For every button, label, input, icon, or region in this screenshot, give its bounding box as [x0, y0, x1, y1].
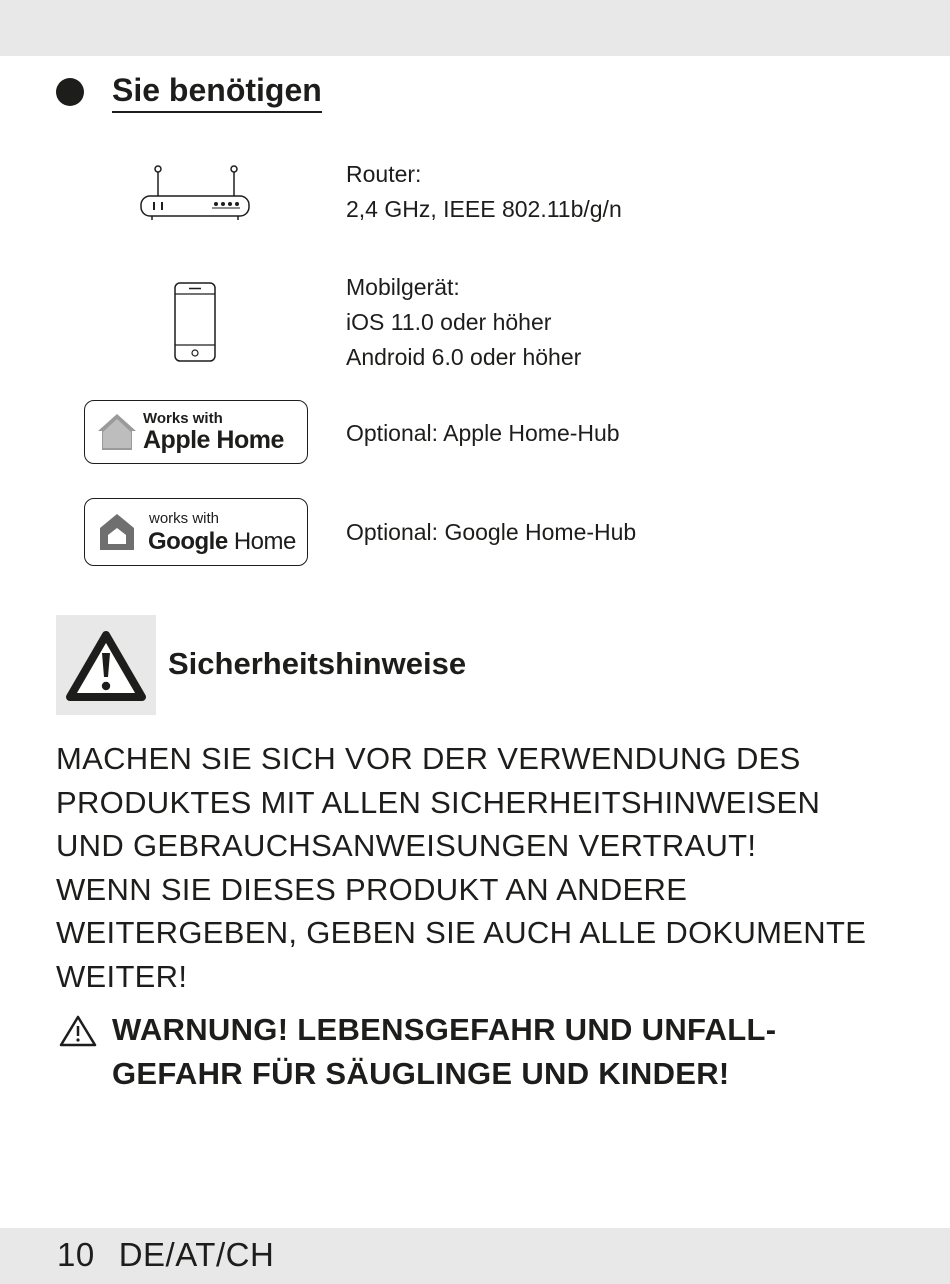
intro-line: PRODUKTES MIT ALLEN SICHERHEITSHINWEISEN — [56, 784, 821, 820]
locale-label: DE/AT/CH — [118, 1236, 275, 1273]
intro-line: UND GEBRAUCHSANWEISUNGEN VERTRAUT! — [56, 828, 757, 863]
mobile-ios-value: iOS 11.0 oder höher — [346, 309, 552, 335]
google-home-icon — [97, 511, 137, 553]
section-title: Sie benötigen — [112, 70, 322, 113]
intro-line: WEITER! — [56, 958, 188, 994]
warning-triangle-icon — [65, 629, 147, 703]
warning-line: GEFAHR FÜR SÄUGLINGE UND KINDER! — [112, 1056, 730, 1091]
router-icon — [138, 162, 252, 222]
mobile-label: Mobilgerät: — [346, 274, 460, 300]
apple-hub-text: Optional: Apple Home-Hub — [346, 420, 620, 446]
badge-small-text: works with — [149, 510, 220, 527]
badge-small-text: Works with — [143, 410, 223, 427]
google-home-badge — [84, 498, 308, 566]
warning-text — [112, 1008, 776, 1096]
intro-line: WENN SIE DIESES PRODUKT AN ANDERE — [56, 871, 688, 907]
warning-line: WARNUNG! LEBENSGEFAHR UND UNFALL- — [112, 1012, 777, 1047]
smartphone-icon — [172, 281, 218, 363]
warning-small-icon — [58, 1014, 98, 1048]
router-label: Router: — [346, 161, 422, 187]
footer — [57, 1236, 298, 1274]
intro-line: MACHEN SIE SICH VOR DER VERWENDUNG DES — [56, 741, 801, 776]
google-hub-text: Optional: Google Home-Hub — [346, 519, 637, 545]
warning-icon-box — [56, 615, 156, 715]
intro-line: WEITERGEBEN, GEBEN SIE AUCH ALLE DOKUMENTE — [56, 915, 867, 950]
router-spec — [346, 157, 622, 227]
router-value: 2,4 GHz, IEEE 802.11b/g/n — [346, 196, 622, 222]
safety-title: Sicherheitshinweise — [168, 646, 467, 681]
apple-home-badge — [84, 400, 308, 464]
mobile-android-value: Android 6.0 oder höher — [346, 344, 582, 370]
bullet-dot — [56, 78, 84, 106]
badge-big-text: Apple Home — [143, 426, 284, 454]
top-band — [0, 0, 950, 56]
badge-big-text: Google Home — [148, 528, 296, 555]
mobile-spec — [346, 270, 581, 375]
home-house-icon — [95, 411, 139, 453]
page-number: 10 — [57, 1236, 95, 1273]
safety-intro — [56, 737, 916, 998]
